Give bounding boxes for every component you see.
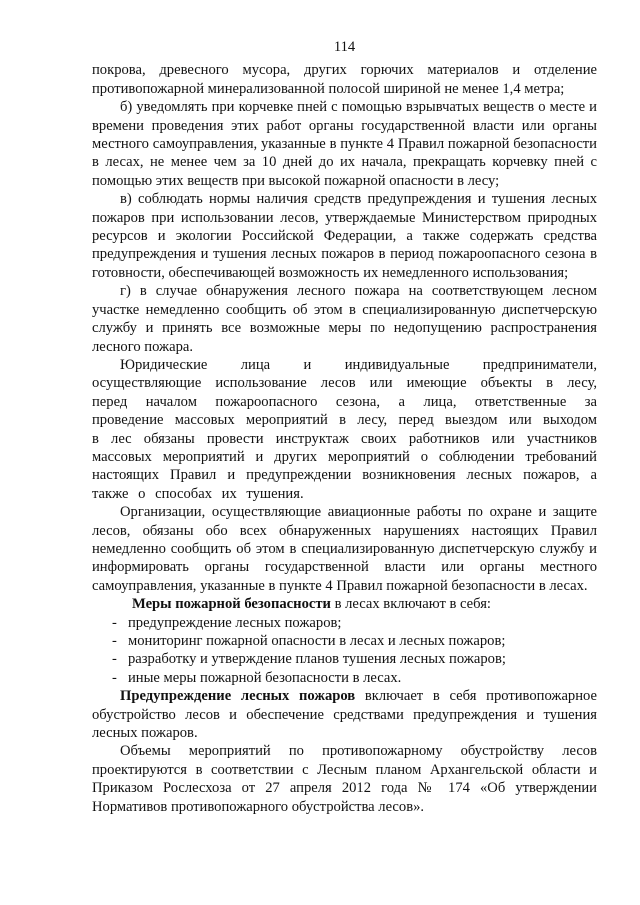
measures-term: Меры пожарной безопасности [132,596,331,613]
paragraph-item-g: г) в случае обнаружения лесного пожара на соответствующем лесном участке немедленно сообщить об этом в специализированную диспетчерскую службу и принять все возможные меры по недопущению распространения лесного пожара. [92,283,597,355]
list-item: - иные меры пожарной безопасности в лесах. [128,669,597,687]
paragraph-prevention [92,687,597,742]
paragraph-continuation: покрова, древесного мусора, других горючих материалов и отделение противопожарной минерализованной полосой шириной не менее 1,4 метра; [92,62,597,97]
paragraph-aviation-organizations: Организации, осуществляющие авиационные работы по охране и защите лесов, обязаны обо всех обнаруженных нарушениях настоящих Правил немедленно сообщить об этом в специализированную диспетчерскую службу и информировать органы государственной власти или органы местного самоуправления, указанные в пункте 4 Правил пожарной безопасности в лесах. [92,504,597,594]
paragraph-legal-entities: Юридические лица и индивидуальные предприниматели, осуществляющие использование лесов или имеющие объекты в лесу, перед началом пожароопасного сезона, а лица, ответственные за проведение массовых мероприятий в лесу, перед выездом или выходом в лес обязаны провести инструктаж своих работников или участников массовых мероприятий и других мероприятий о соблюдении требований настоящих Правил и предупреждении возникновения лесных пожаров, а также о способах их тушения. [92,356,597,502]
prevention-term: Предупреждение лесных пожаров [120,688,356,705]
paragraph-item-b: б) уведомлять при корчевке пней с помощью взрывчатых веществ о месте и времени проведения этих работ органы государственной власти или органы местного самоуправления, указанные в пункте 4 Правил пожарной безопасности в лесах, не менее чем за 10 дней до их начала, прекращать корчевку пней с помощью этих веществ при высокой пожарной опасности в лесу; [92,99,597,189]
list-item: - разработку и утверждение планов тушения лесных пожаров; [128,650,597,668]
paragraph-volumes: Объемы мероприятий по противопожарному обустройству лесов проектируются в соответствии с Лесным планом Архангельской области и Приказом Рослесхоза от 27 апреля 2012 года № 174 «Об утверждении Нормативов противопожарного обустройства лесов». [92,743,597,815]
prevention-rest: включает в себя противопожарное обустройство лесов и обеспечение средствами предупреждения и тушения лесных пожаров. [92,688,597,742]
measures-heading-rest: в лесах включают в себя: [330,596,491,613]
measures-list [92,614,597,688]
document-page [92,38,597,816]
page-number: 114 [333,39,356,55]
paragraph-item-v: в) соблюдать нормы наличия средств предупреждения и тушения лесных пожаров при использовании лесов, утверждаемые Министерством природных ресурсов и экологии Российской Федерации, а также содержать средства предупреждения и тушения лесных пожаров в период пожароопасного сезона в готовности, обеспечивающей возможность их немедленного использования; [92,191,597,281]
measures-heading [92,595,597,613]
list-item: - мониторинг пожарной опасности в лесах и лесных пожаров; [128,632,597,650]
list-item: - предупреждение лесных пожаров; [128,614,597,632]
